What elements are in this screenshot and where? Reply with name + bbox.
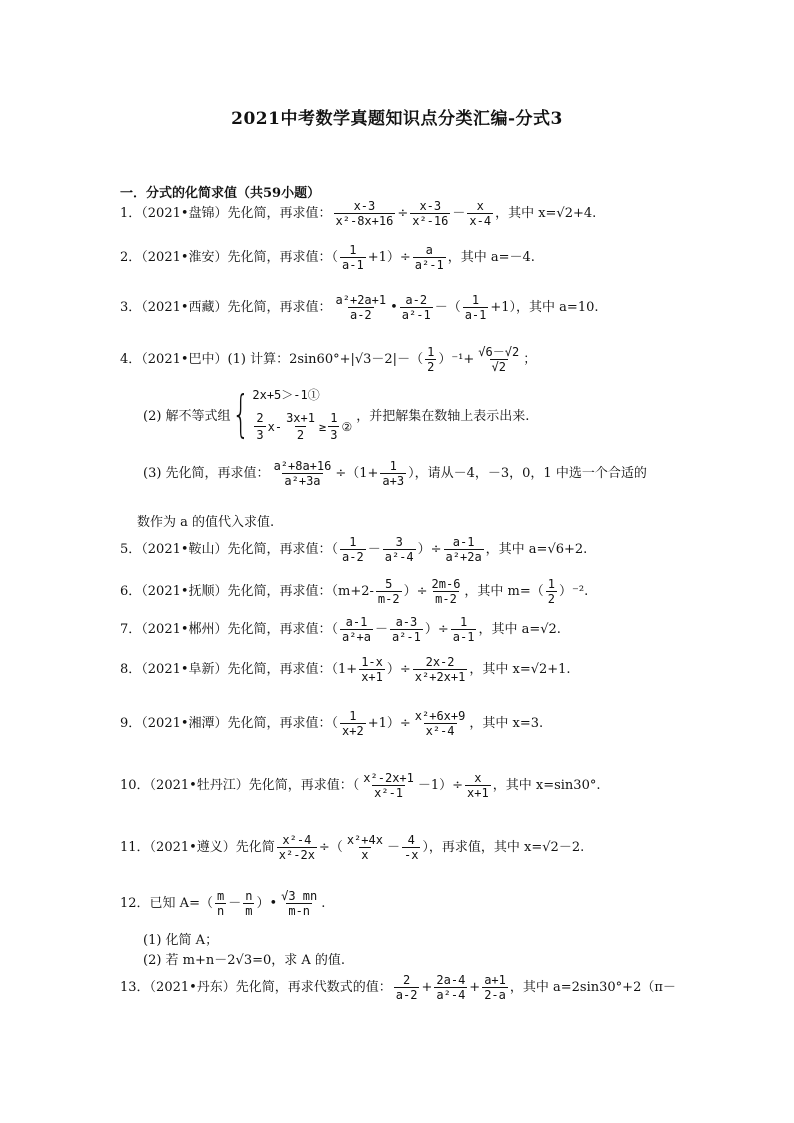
problem-text: 2．（2021•淮安）先化简，再求值：（ — [120, 250, 339, 265]
problem-3 — [120, 294, 599, 321]
numerator: a — [425, 243, 433, 257]
inequality-system — [143, 386, 529, 442]
operator: － — [452, 206, 466, 221]
numerator: 2x-2 — [425, 655, 455, 669]
left-brace-icon: { — [231, 385, 250, 443]
denominator: x²-2x — [278, 848, 315, 862]
problem-text: 7．（2021•郴州）先化简，再求值：（ — [120, 622, 339, 637]
denominator: x+1 — [467, 786, 489, 800]
fraction — [284, 411, 317, 442]
problem-4-part-3-line-2 — [137, 516, 274, 529]
numerator: x — [474, 771, 482, 785]
denominator: a+3 — [382, 474, 405, 488]
numerator: 2m-6 — [431, 577, 461, 591]
problem-6 — [120, 578, 588, 605]
fraction — [390, 616, 423, 643]
fraction — [546, 578, 557, 605]
problem-text: ，其中 x=sin30°. — [492, 778, 601, 793]
denominator: √2 — [491, 360, 506, 374]
denominator: a²-1 — [391, 630, 421, 644]
denominator: 2 — [427, 360, 435, 374]
fraction — [413, 710, 468, 737]
problem-text: +1），其中 a=10. — [490, 300, 599, 315]
problem-text: ，其中 x=√2+4. — [495, 206, 597, 221]
denominator: a-2 — [349, 308, 372, 322]
page-title: 2021中考数学真题知识点分类汇编-分式3 — [231, 109, 563, 129]
problem-12 — [120, 890, 325, 917]
denominator: -x — [403, 848, 419, 862]
fraction — [413, 656, 468, 683]
fraction — [467, 200, 493, 227]
fraction — [465, 772, 491, 799]
problem-text: ，其中 a=√6+2. — [485, 542, 588, 557]
problem-text: (1) 化简 A； — [143, 933, 219, 948]
problem-text: 9．（2021•湘潭）先化简，再求值：（ — [120, 716, 339, 731]
numerator: 1 — [389, 459, 397, 473]
fraction — [334, 200, 396, 227]
numerator: 3 — [395, 535, 403, 549]
operator: + — [469, 980, 481, 995]
problem-1 — [120, 200, 596, 227]
denominator: a-2 — [342, 550, 364, 564]
problem-11 — [120, 834, 584, 861]
problem-text: (2) 若 m+n－2√3=0，求 A 的值. — [143, 953, 346, 968]
problem-text: (2) 解不等式组 — [143, 408, 231, 424]
term: ② — [341, 419, 353, 434]
fraction — [380, 460, 406, 487]
operator: • — [390, 300, 398, 315]
numerator: √3 mn — [281, 889, 318, 903]
problem-text: ÷（ — [318, 840, 343, 855]
problem-text: . — [321, 896, 326, 911]
numerator: a-1 — [452, 535, 475, 549]
problem-9 — [120, 710, 543, 737]
denominator: x²-4 — [425, 724, 455, 738]
denominator: m — [245, 904, 253, 918]
numerator: a+1 — [484, 973, 506, 987]
numerator: a²+2a+1 — [335, 293, 387, 307]
denominator: 3 — [330, 428, 338, 442]
fraction — [359, 656, 385, 683]
denominator: x+2 — [342, 724, 364, 738]
problem-4-part-3 — [143, 460, 647, 487]
problem-10 — [120, 772, 600, 799]
operator: ÷ — [397, 206, 409, 221]
problem-text: 10．（2021•牡丹江）先化简，再求值：（ — [120, 778, 360, 793]
fraction — [425, 346, 436, 373]
fraction — [345, 834, 385, 861]
section-heading: 一．分式的化简求值（共59小题） — [120, 186, 321, 201]
problem-text: +1）÷ — [367, 716, 411, 731]
problem-text: ，其中 a=√2. — [478, 622, 561, 637]
denominator: 3 — [256, 428, 264, 442]
problem-text: ）⁻¹+ — [438, 352, 475, 367]
denominator: a²+a — [342, 630, 371, 644]
numerator: 2 — [403, 973, 411, 987]
numerator: x²-2x+1 — [363, 771, 414, 785]
denominator: n — [216, 904, 225, 918]
fraction — [463, 294, 489, 321]
problem-text: ，其中 x=3. — [469, 716, 544, 731]
denominator: 2-a — [484, 988, 506, 1002]
numerator: a²+8a+16 — [273, 459, 332, 473]
fraction — [394, 974, 420, 1001]
numerator: x²-4 — [282, 833, 312, 847]
numerator: 1-x — [361, 655, 383, 669]
numerator: a-2 — [405, 293, 428, 307]
numerator: 2 — [256, 411, 264, 425]
problem-text: 12．已知 A=（ — [120, 896, 213, 911]
fraction — [402, 834, 420, 861]
denominator: x — [361, 848, 369, 862]
problem-text: 11．（2021•遵义）先化简 — [120, 840, 275, 855]
problem-text: 5．（2021•鞍山）先化简，再求值：（ — [120, 542, 339, 557]
problem-text: 3．（2021•西藏）先化简，再求值： — [120, 300, 332, 315]
denominator: x²+2x+1 — [414, 670, 466, 684]
problem-text: －（ — [434, 300, 461, 315]
problem-text: 13．（2021•丹东）先化简，再求代数式的值： — [120, 980, 392, 995]
fraction — [272, 460, 334, 487]
denominator: a-1 — [464, 308, 487, 322]
problem-text: 6．（2021•抚顺）先化简，再求值：（m+2- — [120, 584, 374, 599]
problem-text: ）÷ — [417, 542, 442, 557]
numerator: x — [476, 199, 484, 213]
denominator: a²+3a — [284, 474, 321, 488]
denominator: a-2 — [395, 988, 418, 1002]
numerator: 1 — [471, 293, 480, 307]
problem-text: ）• — [256, 896, 278, 911]
fraction — [340, 616, 373, 643]
problem-text: 4．（2021•巴中）(1) 计算：2sin60°+|√3－2|－（ — [120, 352, 424, 367]
denominator: a²-1 — [401, 308, 431, 322]
operator: － — [374, 622, 388, 637]
problem-text: ，其中 m=（ — [464, 584, 544, 599]
numerator: 5 — [385, 577, 393, 591]
operator: － — [228, 896, 242, 911]
problem-13 — [120, 974, 676, 1001]
numerator: 1 — [349, 243, 357, 257]
fraction — [476, 346, 521, 373]
denominator: a²-4 — [384, 550, 414, 564]
fraction — [254, 411, 265, 442]
numerator: 1 — [330, 411, 338, 425]
numerator: n — [245, 889, 253, 903]
problem-text: ； — [523, 352, 537, 367]
problem-12-part-2 — [143, 954, 345, 967]
denominator: m-2 — [435, 592, 457, 606]
numerator: 4 — [407, 833, 415, 847]
denominator: a²-4 — [436, 988, 466, 1002]
fraction — [243, 890, 254, 917]
numerator: x-3 — [419, 199, 442, 213]
operator: － — [367, 542, 381, 557]
problem-text: +1）÷ — [367, 250, 411, 265]
fraction — [400, 294, 433, 321]
fraction — [413, 244, 446, 271]
problem-text: －1）÷ — [417, 778, 464, 793]
denominator: a-1 — [452, 630, 475, 644]
numerator: 1 — [349, 535, 357, 549]
operator: － — [386, 840, 400, 855]
denominator: x-4 — [469, 214, 492, 228]
problem-text: ÷（1+ — [335, 466, 379, 481]
fraction — [430, 578, 463, 605]
denominator: 2 — [547, 592, 556, 606]
problem-5 — [120, 536, 587, 563]
denominator: x²-8x+16 — [335, 214, 394, 228]
numerator: x²+4x — [346, 833, 383, 847]
fraction — [340, 536, 366, 563]
problem-text: 8．（2021•阜新）先化简，再求值：（1+ — [120, 662, 358, 677]
fraction — [376, 578, 402, 605]
denominator: m-n — [288, 904, 311, 918]
problem-text: 1．（2021•盘锦）先化简，再求值： — [120, 206, 332, 221]
numerator: a-3 — [395, 615, 418, 629]
problem-text: ，其中 x=√2+1. — [469, 662, 571, 677]
fraction — [383, 536, 416, 563]
problem-text: ），再求值，其中 x=√2－2. — [422, 840, 585, 855]
fraction — [434, 974, 467, 1001]
denominator: a²-1 — [414, 258, 444, 272]
fraction — [334, 294, 389, 321]
numerator: √6－√2 — [478, 345, 520, 359]
operator: + — [421, 980, 433, 995]
problem-text: ）÷ — [403, 584, 428, 599]
numerator: 1 — [459, 615, 468, 629]
problem-text: ，其中 a=－4. — [447, 250, 535, 265]
problem-text: ）÷ — [386, 662, 411, 677]
denominator: a²+2a — [445, 550, 482, 564]
problem-text: 数作为 a 的值代入求值. — [137, 515, 275, 530]
system-rows — [252, 386, 352, 442]
problem-text: (3) 先化简，再求值： — [143, 466, 270, 481]
numerator: 1 — [427, 345, 435, 359]
denominator: x+1 — [361, 670, 383, 684]
fraction — [328, 411, 339, 442]
denominator: x²-1 — [374, 786, 404, 800]
problem-12-part-1 — [143, 934, 218, 947]
denominator: 2 — [296, 428, 305, 442]
numerator: x²+6x+9 — [414, 709, 466, 723]
problem-text: ，并把解集在数轴上表示出来. — [356, 408, 530, 424]
problem-text: ，其中 a=2sin30°+2（π－ — [509, 980, 676, 995]
fraction — [444, 536, 484, 563]
numerator: m — [216, 889, 225, 903]
fraction — [340, 710, 366, 737]
fraction — [277, 834, 317, 861]
fraction — [215, 890, 226, 917]
fraction — [451, 616, 477, 643]
numerator: 1 — [547, 577, 556, 591]
fraction — [482, 974, 508, 1001]
fraction — [279, 890, 319, 917]
inequality-1: 2x+5＞-1① — [252, 388, 320, 402]
problem-2 — [120, 244, 535, 271]
numerator: x-3 — [353, 199, 376, 213]
problem-8 — [120, 656, 571, 683]
denominator: a-1 — [342, 258, 364, 272]
numerator: 1 — [349, 709, 357, 723]
denominator: x²-16 — [412, 214, 449, 228]
problem-4 — [120, 346, 536, 373]
numerator: 2a-4 — [436, 973, 466, 987]
problem-7 — [120, 616, 561, 643]
term: x- — [267, 419, 283, 434]
problem-text: ）÷ — [424, 622, 449, 637]
fraction — [340, 244, 366, 271]
numerator: a-1 — [345, 615, 368, 629]
inequality-2 — [252, 411, 352, 442]
denominator: m-2 — [377, 592, 400, 606]
operator: ≥ — [318, 419, 327, 434]
problem-text: ），请从－4，－3，0，1 中选一个合适的 — [408, 466, 647, 481]
problem-text: ）⁻². — [559, 584, 589, 599]
fraction — [410, 200, 450, 227]
numerator: 3x+1 — [286, 411, 315, 425]
fraction — [361, 772, 416, 799]
